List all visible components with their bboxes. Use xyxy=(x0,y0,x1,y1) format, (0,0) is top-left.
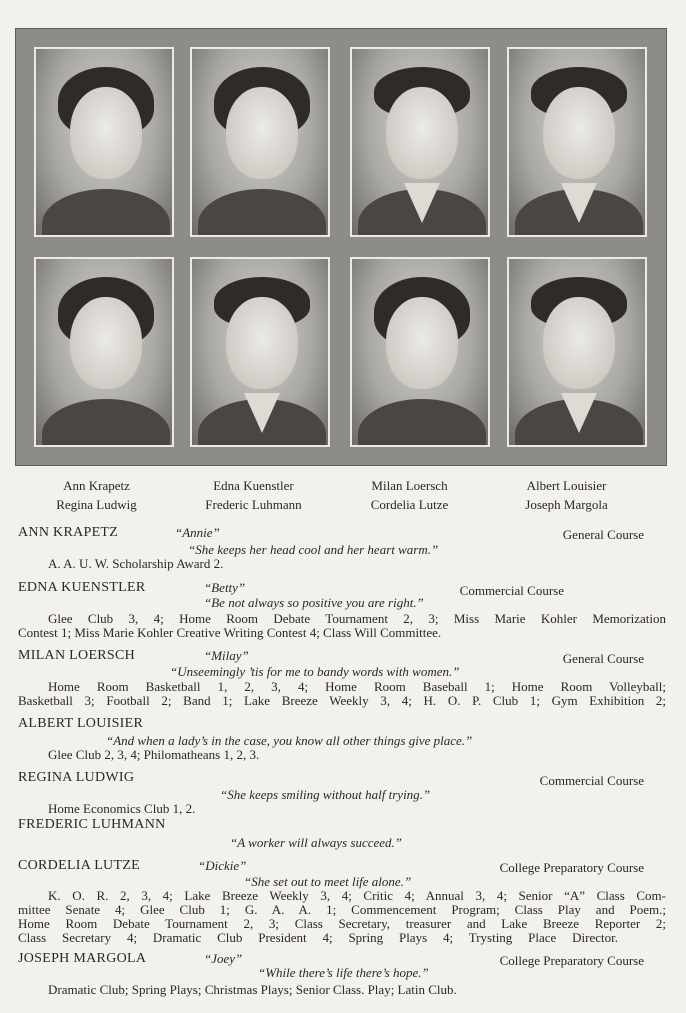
activities-line: mittee Senate 4; Glee Club 1; G. A. A. 1; Commencement Program; Class Play and Poem.; xyxy=(18,902,666,917)
caption-name: Joseph Margola xyxy=(525,497,608,512)
nickname: “Joey” xyxy=(204,951,243,966)
quote: “Unseemingly ’tis for me to bandy words with women.” xyxy=(170,664,460,679)
entry-krapetz xyxy=(18,525,666,571)
entry-kuenstler xyxy=(18,580,666,642)
portrait-ann-krapetz xyxy=(34,47,174,237)
caption-name: Albert Louisier xyxy=(526,478,607,493)
student-name: CORDELIA LUTZE xyxy=(18,858,141,873)
portrait-panel xyxy=(15,28,667,466)
activities-line: Contest 1; Miss Marie Kohler Creative Writing Contest 4; Class Will Committee. xyxy=(18,625,442,640)
student-name: MILAN LOERSCH xyxy=(18,648,136,663)
entry-lutze xyxy=(18,858,666,950)
activities-line: Class Secretary 4; Dramatic Club President 4; Spring Plays 4; Trysting Place Director. xyxy=(18,930,618,945)
course: Commercial Course xyxy=(459,583,564,598)
activities-line: Basketball 3; Football 2; Band 1; Lake Breeze Weekly 3, 4; H. O. P. Club 1; Gym Exhibition 2; xyxy=(18,693,666,708)
nickname: “Dickie” xyxy=(198,858,247,873)
entry-louisier xyxy=(18,716,666,762)
caption-name: Frederic Luhmann xyxy=(205,497,302,512)
student-name: REGINA LUDWIG xyxy=(18,770,135,785)
quote: “A worker will always succeed.” xyxy=(230,835,403,850)
caption-name: Cordelia Lutze xyxy=(370,497,449,512)
quote: “She set out to meet life alone.” xyxy=(244,874,412,889)
quote: “She keeps her head cool and her heart warm.” xyxy=(188,542,439,557)
portrait-milan-loersch xyxy=(350,47,490,237)
portrait-frederic-luhmann xyxy=(190,257,330,447)
caption-name: Ann Krapetz xyxy=(63,478,130,493)
entry-loersch xyxy=(18,648,666,710)
course: College Preparatory Course xyxy=(499,953,644,968)
nickname: “Betty” xyxy=(204,580,246,595)
entry-luhmann xyxy=(18,817,666,851)
nickname: “Milay” xyxy=(204,648,249,663)
student-name: ANN KRAPETZ xyxy=(18,525,119,540)
course: General Course xyxy=(562,651,644,666)
entry-ludwig xyxy=(18,770,666,816)
course: Commercial Course xyxy=(539,773,644,788)
student-name: ALBERT LOUISIER xyxy=(18,716,144,731)
portrait-albert-louisier xyxy=(507,47,647,237)
nickname: “Annie” xyxy=(175,525,220,540)
portrait-joseph-margola xyxy=(507,257,647,447)
quote: “And when a lady’s in the case, you know all other things give place.” xyxy=(106,733,473,748)
activities-line: Glee Club 3, 4; Home Room Debate Tournament 2, 3; Miss Marie Kohler Memorization xyxy=(48,611,666,626)
activities-line: Home Room Basketball 1, 2, 3, 4; Home Room Baseball 1; Home Room Volleyball; xyxy=(48,679,666,694)
student-name: FREDERIC LUHMANN xyxy=(18,817,166,832)
student-name: JOSEPH MARGOLA xyxy=(18,951,147,966)
entry-margola xyxy=(18,951,666,1001)
activities-line: Home Room Debate Tournament 2, 3; Class Secretary, treasurer and Lake Breeze Reporter 2; xyxy=(18,916,666,931)
course: General Course xyxy=(562,527,644,542)
portrait-edna-kuenstler xyxy=(190,47,330,237)
portrait-regina-ludwig xyxy=(34,257,174,447)
student-name: EDNA KUENSTLER xyxy=(18,580,146,595)
activities-line: K. O. R. 2, 3, 4; Lake Breeze Weekly 3, 4; Critic 4; Annual 3, 4; Senior “A” Class Com- xyxy=(48,888,666,903)
portrait-cordelia-lutze xyxy=(350,257,490,447)
activities: Glee Club 2, 3, 4; Philomatheans 1, 2, 3. xyxy=(48,747,260,762)
quote: “She keeps smiling without half trying.” xyxy=(220,787,431,802)
course: College Preparatory Course xyxy=(499,860,644,875)
activities: A. A. U. W. Scholarship Award 2. xyxy=(48,556,224,571)
caption-name: Milan Loersch xyxy=(371,478,448,493)
caption-name: Regina Ludwig xyxy=(56,497,137,512)
caption-row-1 xyxy=(15,478,667,498)
activities: Home Economics Club 1, 2. xyxy=(48,801,196,816)
caption-name: Edna Kuenstler xyxy=(213,478,294,493)
caption-row-2 xyxy=(15,497,667,517)
activities: Dramatic Club; Spring Plays; Christmas Plays; Senior Class. Play; Latin Club. xyxy=(48,982,457,997)
quote: “Be not always so positive you are right.” xyxy=(204,595,424,610)
quote: “While there’s life there’s hope.” xyxy=(258,965,429,980)
